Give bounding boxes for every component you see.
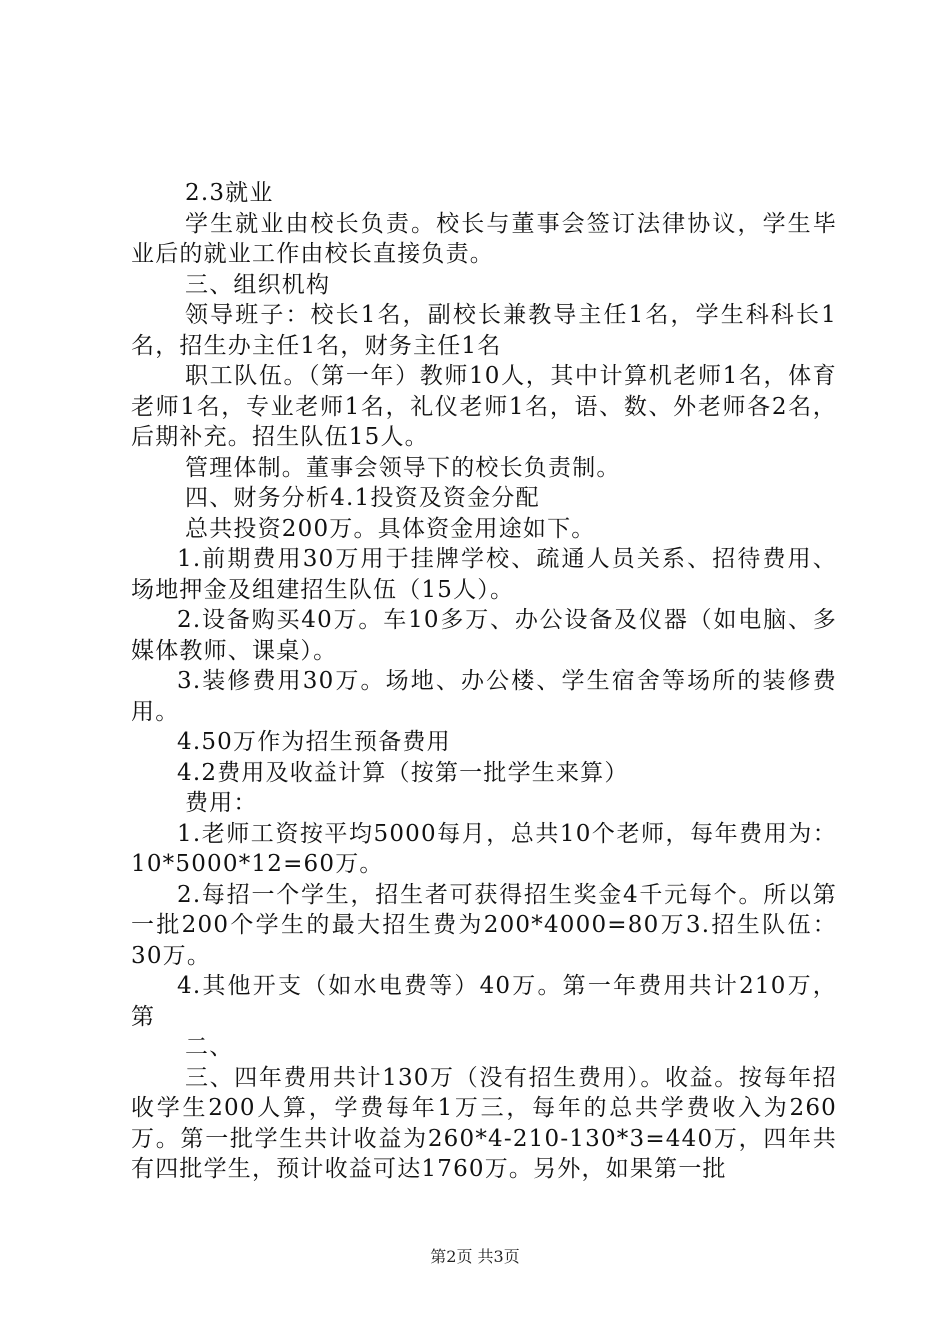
list-item: 1.老师工资按平均5000每月，总共10个老师，每年费用为：10*5000*12=60万。 bbox=[131, 820, 837, 877]
paragraph: 职工队伍。（第一年）教师10人，其中计算机老师1名，体育老师1名，专业老师1名，礼仪老师1名，语、数、外老师各2名，后期补充。招生队伍15人。 bbox=[131, 363, 837, 450]
list-item: 1.前期费用30万用于挂牌学校、疏通人员关系、招待费用、场地押金及组建招生队伍（15人）。 bbox=[131, 546, 837, 603]
paragraph: 二、 bbox=[185, 1034, 234, 1060]
list-item: 4.50万作为招生预备费用 bbox=[177, 729, 451, 755]
section-heading: 三、组织机构 bbox=[185, 271, 331, 298]
paragraph: 总共投资200万。具体资金用途如下。 bbox=[185, 515, 596, 542]
list-item: 4.其他开支（如水电费等）40万。第一年费用共计210万，第 bbox=[131, 973, 837, 1030]
paragraph: 领导班子：校长1名，副校长兼教导主任1名，学生科科长1名，招生办主任1名，财务主任1名 bbox=[131, 302, 837, 359]
list-item: 3.装修费用30万。场地、办公楼、学生宿舍等场所的装修费用。 bbox=[131, 668, 837, 725]
document-body bbox=[131, 178, 837, 1185]
section-heading: 4.2费用及收益计算（按第一批学生来算） bbox=[177, 759, 629, 786]
page-footer: 第2页 共3页 bbox=[430, 1247, 520, 1266]
paragraph: 学生就业由校长负责。校长与董事会签订法律协议，学生毕业后的就业工作由校长直接负责。 bbox=[131, 210, 837, 267]
list-item: 2.每招一个学生，招生者可获得招生奖金4千元每个。所以第一批200个学生的最大招生费为200*4000=80万3.招生队伍：30万。 bbox=[131, 881, 837, 969]
list-item: 2.设备购买40万。车10多万、办公设备及仪器（如电脑、多媒体教师、课桌）。 bbox=[131, 607, 837, 664]
paragraph: 管理体制。董事会领导下的校长负责制。 bbox=[185, 454, 621, 481]
paragraph: 费用： bbox=[185, 790, 258, 816]
section-heading: 2.3就业 bbox=[185, 180, 274, 206]
paragraph: 三、四年费用共计130万（没有招生费用）。收益。按每年招收学生200人算，学费每年1万三，每年的总共学费收入为260万。第一批学生共计收益为260*4-210-130*3=440万，四年共有四批学生，预计收益可达1760万。另外，如果第一批 bbox=[131, 1064, 837, 1182]
section-heading: 四、财务分析4.1投资及资金分配 bbox=[185, 485, 540, 511]
